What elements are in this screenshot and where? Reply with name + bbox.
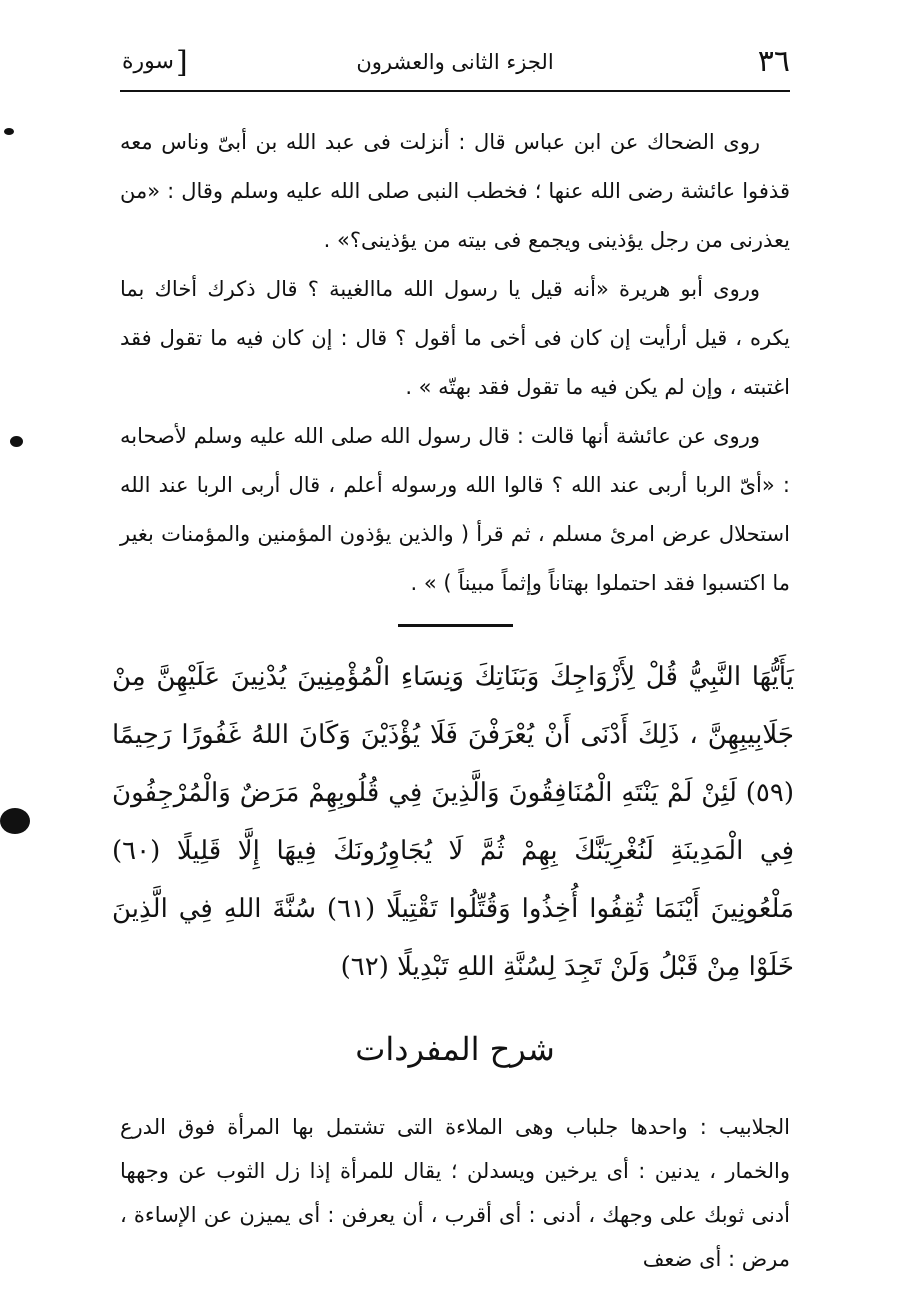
page-header — [120, 40, 790, 92]
page-number: ٣٦ — [757, 44, 790, 79]
glossary — [120, 1105, 790, 1281]
scan-speck — [10, 436, 23, 447]
quran-verses — [112, 648, 794, 996]
surah-bracket: [ — [175, 45, 188, 80]
hadith-paragraph: روى الضحاك عن ابن عباس قال : أنزلت فى عبد الله بن أبىّ وناس معه قذفوا عائشة رضى الله عنها ؛ فخطب النبى صلى الله عليه وسلم وقال : «من يعذرنى من رجل يؤذينى ويجمع فى بيته من يؤذينى؟» . — [120, 130, 790, 252]
hadith-paragraph: وروى أبو هريرة «أنه قيل يا رسول الله ماالغيبة ؟ قال ذكرك أخاك بما يكره ، قيل أرأيت إن كان فى أخى ما أقول ؟ قال : إن كان فيه ما تقول فقد اغتبته ، وإن لم يكن فيه ما تقول فقد بهتّه » . — [120, 277, 790, 399]
quran-text: يَأَيُّهَا النَّبِيُّ قُلْ لِأَزْوَاجِكَ وَبَنَاتِكَ وَنِسَاءِ الْمُؤْمِنِينَ يُدْنِينَ عَلَيْهِنَّ مِنْ جَلَابِيبِهِنَّ ، ذَلِكَ أَدْنَى أَنْ يُعْرَفْنَ فَلَا يُؤْذَيْنَ وَكَانَ اللهُ غَفُورًا رَحِيمًا (٥٩) لَئِنْ لَمْ يَنْتَهِ الْمُنَافِقُونَ وَالَّذِينَ فِي قُلُوبِهِمْ مَرَضٌ وَالْمُرْجِفُونَ فِي الْمَدِينَةِ لَنُغْرِيَنَّكَ بِهِمْ ثُمَّ لَا يُجَاوِرُونَكَ فِيهَا إِلَّا قَلِيلًا (٦٠) مَلْعُونِينَ أَيْنَمَا ثُقِفُوا أُخِذُوا وَقُتِّلُوا تَقْتِيلًا (٦١) سُنَّةَ اللهِ فِي الَّذِينَ خَلَوْا مِنْ قَبْلُ وَلَنْ تَجِدَ لِسُنَّةِ اللهِ تَبْدِيلًا (٦٢) — [112, 662, 794, 982]
section-divider — [398, 624, 513, 627]
hadith-paragraph: وروى عن عائشة أنها قالت : قال رسول الله صلى الله عليه وسلم لأصحابه : «أىّ الربا أربى عند الله ؟ قالوا الله ورسوله أعلم ، قال أربى الربا عند الله استحلال عرض امرئ مسلم ، ثم قرأ ( والذين يؤذون المؤمنين والمؤمنات بغير ما اكتسبوا فقد احتملوا بهتاناً وإثماً مبيناً ) » . — [120, 424, 790, 595]
hadith-commentary — [120, 118, 790, 608]
surah-label — [122, 45, 188, 80]
glossary-text: الجلابيب : واحدها جلباب وهى الملاءة التى تشتمل بها المرأة فوق الدرع والخمار ، يدنين : أى يرخين ويسدلن ؛ يقال للمرأة إذا زل الثوب عن وجهها أدنى ثوبك على وجهك ، أدنى : أى أقرب ، أن يعرفن : أى يميزن عن الإساءة ، مرض : أى ضعف — [120, 1115, 790, 1271]
surah-label-text: سورة — [122, 49, 174, 74]
scan-speck — [4, 128, 14, 135]
running-title: الجزء الثانى والعشرون — [356, 50, 554, 74]
scan-speck — [0, 808, 30, 834]
section-heading: شرح المفردات — [355, 1030, 555, 1068]
